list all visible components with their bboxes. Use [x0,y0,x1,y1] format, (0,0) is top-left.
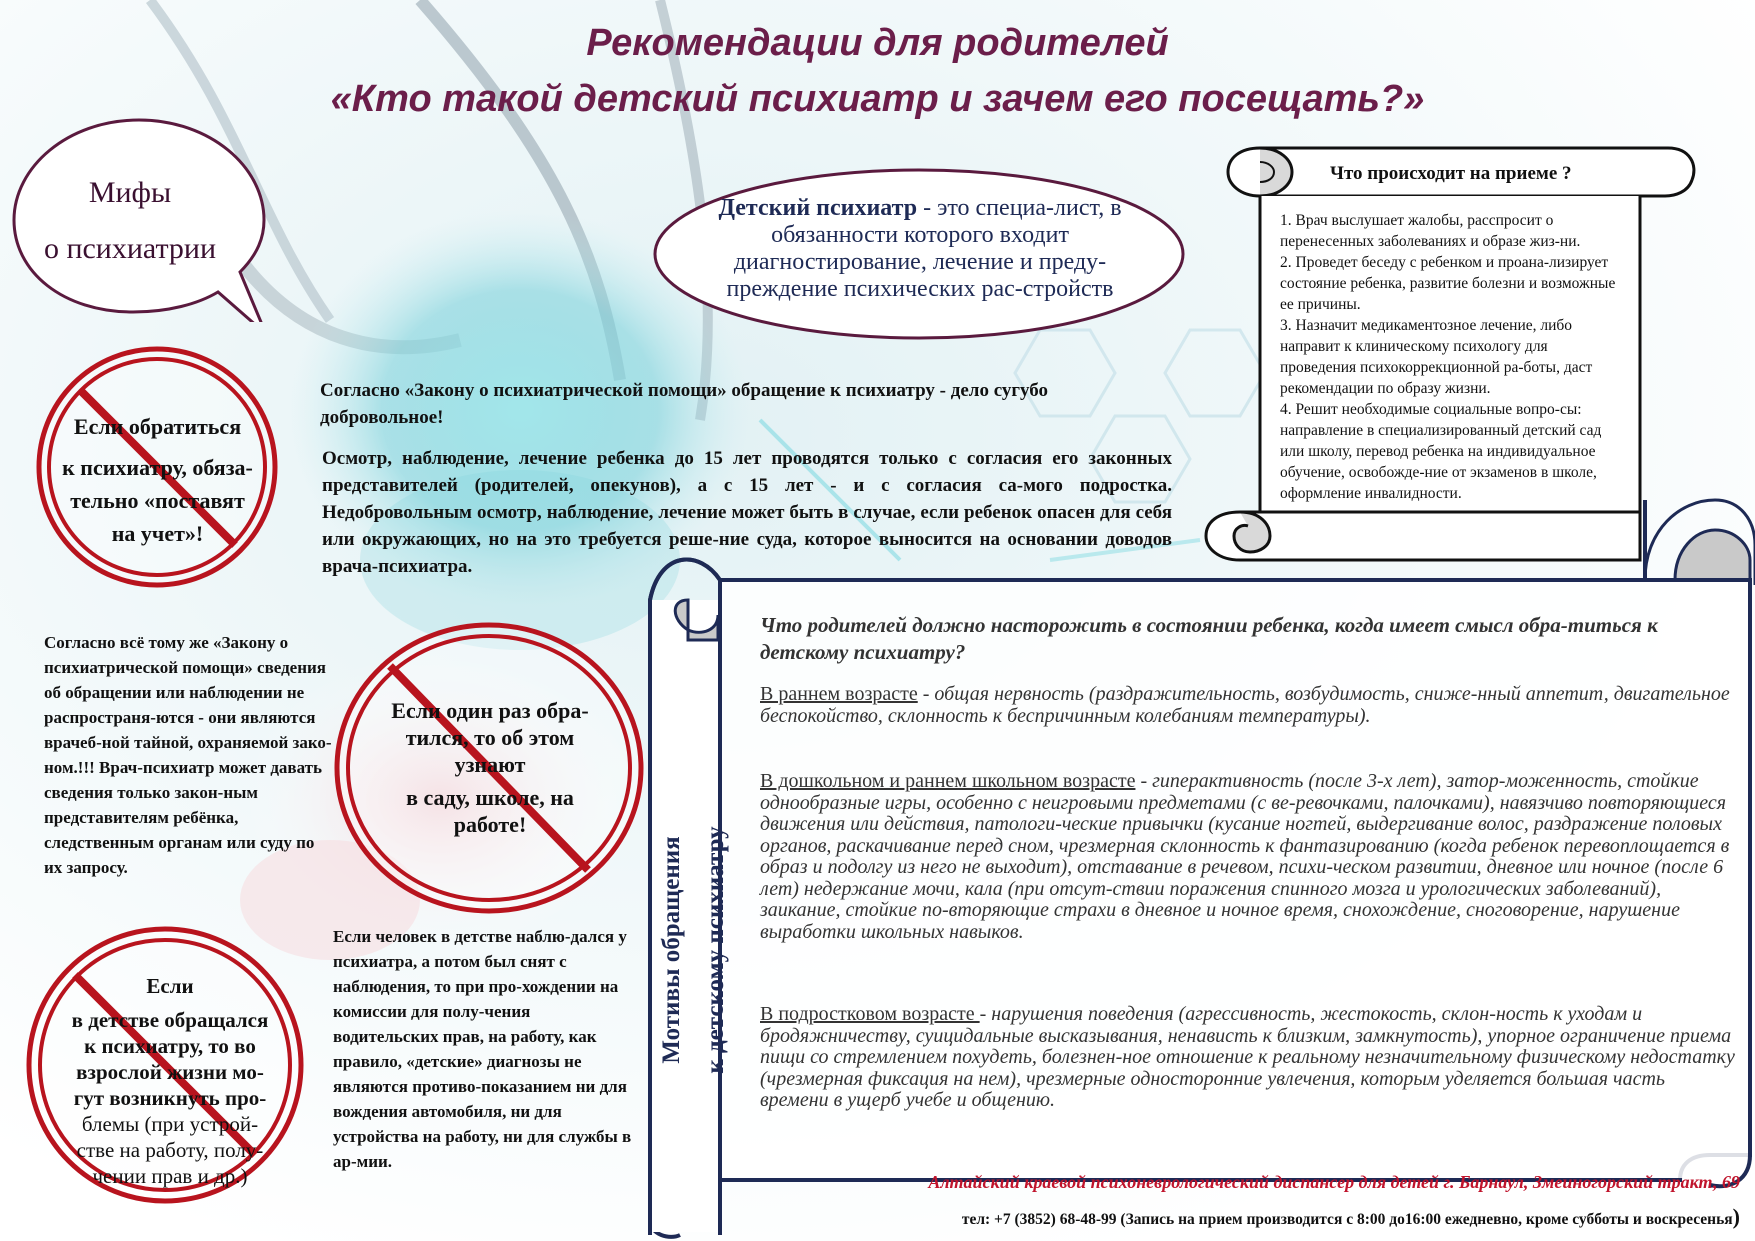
definition-text [680,195,1160,303]
footer-phone-text: тел: +7 (3852) 68-48-99 (Запись на прием производится с 8:00 до16:00 ежедневно, кроме субботы и воскресенья [961,1211,1733,1228]
myth-2-line: в саду, школе, на [406,785,574,810]
myth-3-line: стве на работу, полу- [76,1138,264,1162]
myth-3-line: чении прав и др.) [92,1164,248,1188]
motives-teen [760,1004,1735,1112]
appointment-item: 2. Проведет беседу с ребенком и проана-лизирует состояние ребенка, развитие болезни и возможные ее причины. [1280,254,1616,313]
myths-bubble-text [30,165,230,277]
myth-2-line: тился, то об этом [405,725,575,750]
myth-2-text [350,697,630,838]
myth-1-line: к психиатру, обяза- [62,455,253,480]
myth-1-line: тельно «поставят [70,488,245,513]
myth-3-line: взрослой жизни мо- [76,1060,264,1084]
appointment-item: 4. Решит необходимые социальные вопро-сы: направление в специализированный детский сад или школу, перевод ребенка на индивидуальное обучение, освобожде-ние от экзаменов в школе, оформление инвалидности. [1280,401,1602,502]
motives-early-label: В раннем возрасте [760,683,918,705]
motives-vertical-line2: к детскому психиатру [702,826,729,1074]
appointment-item: 1. Врач выслушает жалобы, расспросит о перенесенных заболеваниях и образе жиз-ни. [1280,212,1581,250]
footer-closing-paren: ) [1732,1204,1740,1229]
secrecy-text: Согласно всё тому же «Закону о психиатрической помощи» сведения об обращении или наблюдении не распространя-ются - они являются врачеб-ной тайной, охраняемой зако-ном.!!! Врач-психиатр может давать сведения только закон-ным представителям ребёнка, следственным органам или суду по их запросу. [44,633,332,877]
myth-1-line: на учет»! [111,521,204,546]
motives-question: Что родителей должно насторожить в состоянии ребенка, когда имеет смысл обра-титься к детскому психиатру? [760,613,1658,664]
myths-bubble-line1: Мифы [88,176,172,209]
footer-phone [780,1204,1740,1230]
motives-preschool-label: В дошкольном и раннем школьном возрасте [760,770,1136,792]
appointment-title: Что происходит на приеме ? [1330,163,1572,184]
law-paragraph-1: Согласно «Закону о психиатрической помощи» обращение к психиатру - дело сугубо добровольное! [320,380,1049,428]
footer-address: Алтайский краевой психоневрологический диспансер для детей г. Барнаул, Змеиногорский тракт, 69 [928,1172,1740,1192]
definition-body: - это специа-лист, в обязанности которого входит диагностирование, лечение и преду-преждение психических рас-стройств [726,195,1122,302]
myth-3-line: к психиатру, то во [84,1034,256,1058]
law-paragraph-2: Осмотр, наблюдение, лечение ребенка до 15 лет проводятся только с согласия его законных представителей (родителей, опекунов), а с 15 лет - и с согласия са-мого подростка. Недобровольным осмотр, наблюдение, лечение может быть в случае, если ребенок опасен для себя или окружающих, но на это требуется реше-ние суда, которое выносится на основании доводов врача-психиатра. [322,448,1172,577]
motives-early-text: - общая нервность (раздражительность, возбудимость, сниже-нный аппетит, двигательное беспокойство, склонность к беспричинным колебаниям температуры). [760,683,1730,727]
page-title-line2: «Кто такой детский психиатр и зачем его посещать?» [330,78,1425,120]
motives-teen-label: В подростковом возрасте [760,1003,980,1025]
myth-1-line: Если обратиться [73,414,242,439]
myth-1-text [40,410,275,550]
myth-2-line: Если один раз обра- [391,698,589,723]
myth-2-line: работе! [453,812,527,837]
myth-3-line: в детстве обращался [71,1008,269,1032]
appointment-item: 3. Назначит медикаментозное лечение, либо направит к клиническому психологу для проведения психокоррекционной ра-боты, даст рекомендации по образу жизни. [1280,317,1593,397]
motives-preschool [760,771,1735,943]
motives-vertical-line1: Мотивы обращения [658,836,685,1064]
myths-bubble-line2: о психиатрии [43,232,217,265]
page-title-line1: Рекомендации для родителей [586,22,1169,64]
motives-teen-text: - нарушения поведения (агрессивность, жестокость, склон-ность к уходам и бродяжничеству, суицидальные высказывания, ненависть к близким, замкнутость), упорное ограничение приема пищи со стремлением похудеть, болезнен-ное отношение к реальному незначительному физическому недостатку (чрезмерная фиксация на нем), чрезмерные односторонние увлечения, которым уделяется большая часть времени в ущерб учебе и общению. [760,1003,1735,1111]
motives-preschool-text: - гиперактивность (после 3-х лет), затор-моженность, стойкие однообразные игры, особенно с неигровыми предметами (с ве-ревочками, палочками), навязчиво повторяющиеся движения или действия, патологи-ческие привычки (кусание ногтей, выдергивание волос, раздражение половых органов, раскачивание перед сном, чрезмерная склонность к фантазированию (когда ребенок перевоплощается в образ и подолгу из него не выходит), отставание в речевом, психи-ческом развитии, дневное или ночное (после 6 лет) недержание мочи, кала (при отсут-ствии поражения спинного мозга и урологических заболеваний), заикание, стойкие по-вторяющие страхи в дневное и ночное время, снохождение, сноговорение, нарушение выработки школьных навыков. [760,770,1730,943]
motives-early [760,684,1735,727]
myth-3-line: Если [146,974,194,998]
myth-3-line: гут возникнуть про- [73,1086,267,1110]
motives-vertical-title [650,810,738,1090]
myth-3-line: блемы (при устрой- [81,1112,259,1136]
myth-3-text [45,973,295,1189]
definition-term: Детский психиатр [718,195,918,221]
appointment-list [1280,210,1625,504]
childhood-text: Если человек в детстве наблю-дался у психиатра, а потом был снят с наблюдения, то при про-хождении на комиссии для полу-чения водительских прав, на работу, как правило, «детские» диагнозы не являются противо-показанием ни для вождения автомобиля, ни для устройства на работу, ни для службы в ар-мии. [333,927,632,1171]
myth-2-line: узнают [454,752,526,777]
